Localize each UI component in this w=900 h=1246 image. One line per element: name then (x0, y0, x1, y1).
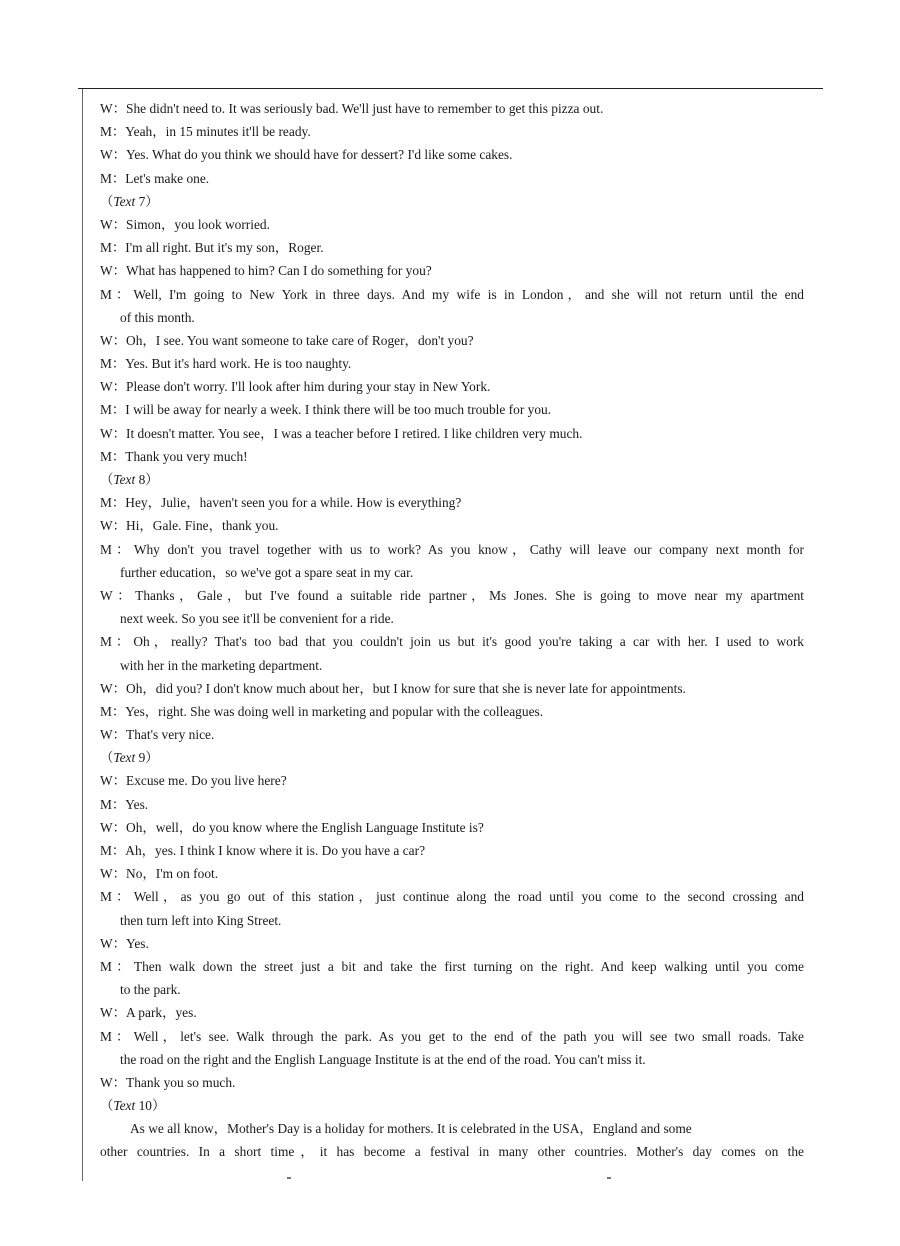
dialogue-line: W：It doesn't matter. You see，I was a teacher before I retired. I like children very much. (100, 425, 583, 441)
dialogue-line: As we all know，Mother's Day is a holiday for mothers. It is celebrated in the USA，England and some (130, 1121, 692, 1137)
dialogue-line: M：Well，let's see. Walk through the park. As you get to the end of the path you will see two small roads. Take (100, 1028, 804, 1044)
dialogue-line: W：Oh，well，do you know where the English Language Institute is? (100, 819, 484, 835)
dialogue-line: M：Let's make one. (100, 170, 210, 186)
section-label-open: （ (100, 1098, 114, 1114)
bottom-marks (0, 1174, 900, 1184)
dialogue-line: M：Yes. But it's hard work. He is too naughty. (100, 356, 352, 372)
dialogue-line: M：Yes，right. She was doing well in marketing and popular with the colleagues. (100, 703, 544, 719)
section-label-text: Text (113, 193, 136, 209)
dialogue-line: M：Well，as you go out of this station，just continue along the road until you come to the second crossing and (100, 889, 804, 905)
transcript-body (100, 97, 804, 1164)
dialogue-line: M：Why don't you travel together with us to work? As you know，Cathy will leave our company next month for (100, 541, 804, 557)
dialogue-line: W：She didn't need to. It was seriously bad. We'll just have to remember to get this pizza out. (100, 101, 604, 116)
dialogue-line: of this month. (120, 309, 195, 325)
dialogue-line: W：Oh，I see. You want someone to take care of Roger，don't you? (100, 332, 474, 348)
bottom-mark (287, 1177, 291, 1179)
dialogue-line: M：Yes. (100, 796, 149, 812)
dialogue-line: W：That's very nice. (100, 727, 215, 743)
dialogue-line: M：I'm all right. But it's my son，Roger. (100, 240, 324, 256)
dialogue-line: next week. So you see it'll be convenient for a ride. (120, 611, 394, 627)
dialogue-line: W：Oh，did you? I don't know much about her，but I know for sure that she is never late for appointments. (100, 680, 686, 696)
dialogue-line: W：Thanks，Gale，but I've found a suitable ride partner，Ms Jones. She is going to move near my apartment (100, 587, 804, 603)
dialogue-line: M：Well, I'm going to New York in three days. And my wife is in London，and she will not return until the end (100, 286, 804, 302)
dialogue-line: W：No，I'm on foot. (100, 866, 219, 882)
section-label (100, 468, 804, 491)
dialogue-line: W：What has happened to him? Can I do something for you? (100, 263, 432, 279)
section-label-open: （ (100, 193, 114, 209)
section-label (100, 1094, 804, 1117)
dialogue-line: W：Yes. What do you think we should have for dessert? I'd like some cakes. (100, 147, 513, 163)
dialogue-line: W：Excuse me. Do you live here? (100, 773, 287, 789)
top-rule (78, 88, 823, 89)
section-label (100, 746, 804, 769)
dialogue-line: W：Thank you so much. (100, 1074, 236, 1090)
section-label-number: 10） (135, 1098, 166, 1114)
dialogue-line: W：Hi，Gale. Fine，thank you. (100, 518, 279, 534)
dialogue-line: then turn left into King Street. (120, 912, 282, 928)
dialogue-line: M：Yeah，in 15 minutes it'll be ready. (100, 124, 311, 140)
left-margin-rule (82, 89, 83, 1181)
dialogue-line: with her in the marketing department. (120, 657, 323, 673)
dialogue-line: M：Hey，Julie，haven't seen you for a while. How is everything? (100, 495, 462, 511)
section-label-text: Text (113, 1098, 136, 1114)
section-label-text: Text (113, 472, 136, 487)
section-label-number: 7） (135, 193, 159, 209)
section-label-open: （ (100, 750, 114, 766)
dialogue-line: M：Thank you very much! (100, 448, 248, 464)
dialogue-line: further education，so we've got a spare seat in my car. (120, 564, 414, 580)
dialogue-line: W：Yes. (100, 935, 149, 951)
dialogue-line: the road on the right and the English Language Institute is at the end of the road. You can't miss it. (120, 1051, 646, 1067)
dialogue-line: M：Then walk down the street just a bit and take the first turning on the right. And keep walking until you come (100, 958, 804, 974)
dialogue-line: other countries. In a short time，it has become a festival in many other countries. Mother's day comes on the (100, 1144, 804, 1160)
dialogue-line: M：I will be away for nearly a week. I think there will be too much trouble for you. (100, 402, 552, 418)
section-label (100, 190, 804, 213)
dialogue-line: to the park. (120, 982, 181, 998)
bottom-mark (607, 1177, 611, 1179)
dialogue-line: W：A park，yes. (100, 1005, 197, 1021)
dialogue-line: W：Please don't worry. I'll look after him during your stay in New York. (100, 379, 491, 395)
section-label-text: Text (113, 750, 136, 766)
dialogue-line: W：Simon，you look worried. (100, 216, 270, 232)
section-label-number: 9） (135, 750, 159, 766)
dialogue-line: M：Oh，really? That's too bad that you couldn't join us but it's good you're taking a car with her. I used to work (100, 634, 804, 650)
section-label-open: （ (100, 472, 114, 487)
dialogue-line: M：Ah，yes. I think I know where it is. Do you have a car? (100, 843, 426, 858)
section-label-number: 8） (135, 472, 159, 487)
